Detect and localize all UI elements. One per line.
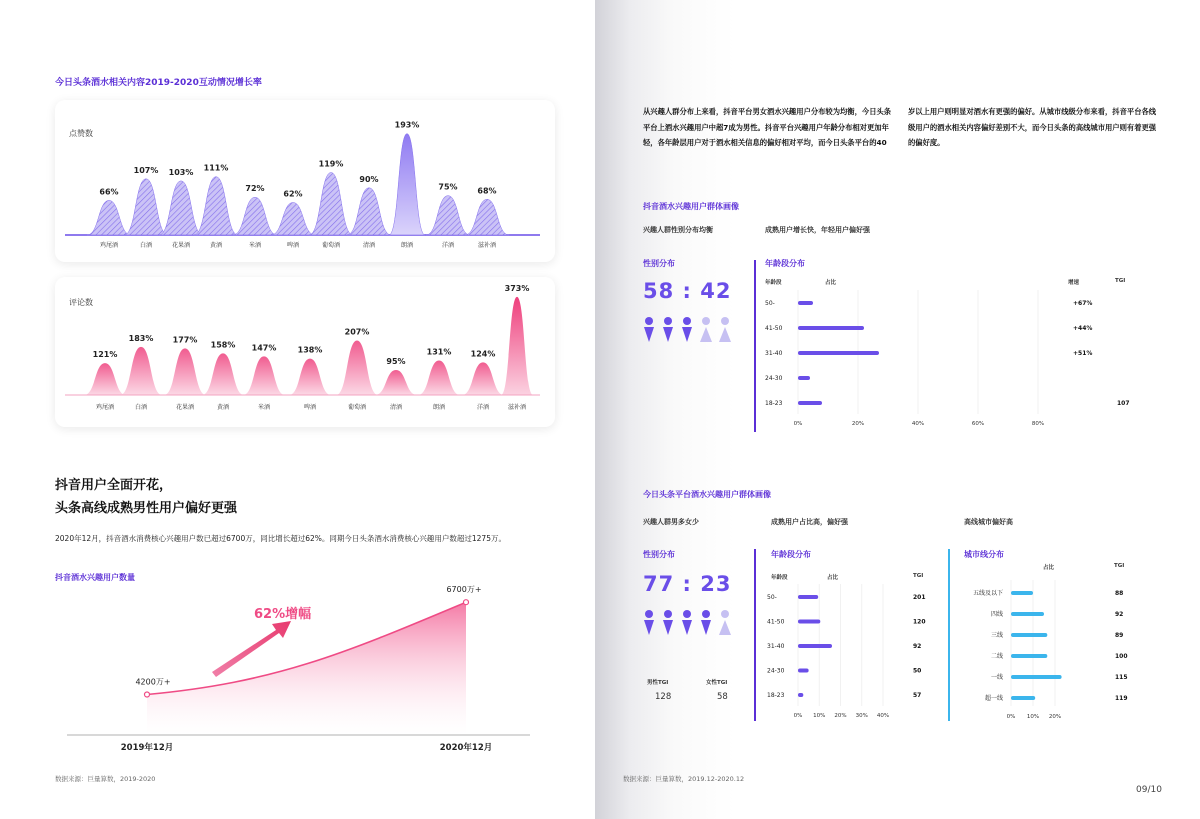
- toutiao-gender-title: 性别分布: [643, 550, 675, 559]
- comments-category-label: 黄酒: [216, 404, 230, 411]
- left-page: [0, 0, 595, 819]
- likes-value-label: 62%: [283, 189, 303, 199]
- comments-chart-label: 评论数: [69, 298, 93, 307]
- toutiao-note-3: 高线城市偏好高: [964, 518, 1013, 526]
- comments-category-label: 鸡尾酒: [95, 404, 115, 411]
- male-person-icon: [663, 327, 673, 342]
- likes-value-label: 107%: [133, 165, 159, 175]
- likes-peak: [426, 196, 470, 235]
- person-head-icon: [702, 610, 710, 618]
- comments-category-label: 滋补酒: [507, 404, 527, 411]
- comments-category-label: 米酒: [257, 404, 271, 411]
- toutiao-col-tgi: TGI: [913, 573, 924, 579]
- likes-value-label: 193%: [394, 120, 420, 130]
- comments-category-label: 白酒: [134, 404, 148, 411]
- likes-peak: [309, 173, 353, 235]
- toutiao-city-tgi: 88: [1115, 590, 1124, 597]
- toutiao-age-x-tick: 0%: [793, 713, 803, 719]
- interaction-growth-title: 今日头条酒水相关内容2019-2020互动情况增长率: [55, 78, 262, 88]
- douyin-age-chart: [765, 290, 1145, 430]
- comments-value-label: 183%: [128, 333, 154, 343]
- toutiao-age-x-tick: 40%: [876, 713, 890, 719]
- comments-category-label: 洋酒: [476, 404, 490, 411]
- likes-peak: [271, 202, 315, 235]
- person-head-icon: [683, 317, 691, 325]
- comments-category-label: 啤酒: [303, 404, 317, 411]
- male-person-icon: [701, 620, 711, 635]
- comments-peak: [418, 361, 460, 395]
- toutiao-city-category: 五线及以下: [972, 590, 1003, 597]
- intro-paragraph-col1: 从兴趣人群分布上来看，抖音平台男女酒水兴趣用户分布较为均衡，今日头条平台上酒水兴趣用户中超7成为男性。抖音平台兴趣用户年龄分布相对更加年轻，各年龄层用户对于酒水相关信息的偏好相对平均，而今日头条平台的40: [643, 107, 892, 147]
- headline-line-2: 头条高线成熟男性用户偏好更强: [55, 501, 238, 516]
- douyin-age-bar: [798, 401, 822, 405]
- comments-category-label: 清酒: [389, 404, 403, 411]
- douyin-x-tick: 0%: [793, 421, 803, 427]
- douyin-note-2: 成熟用户增长快，年轻用户偏好强: [765, 226, 870, 234]
- toutiao-gender-icons: [643, 609, 743, 639]
- douyin-age-category: 41-50: [765, 325, 783, 332]
- toutiao-age-tgi: 92: [913, 643, 922, 650]
- douyin-age-category: 24-30: [765, 375, 783, 382]
- comments-value-label: 95%: [386, 357, 406, 366]
- likes-peak: [159, 181, 203, 235]
- douyin-age-category: 31-40: [765, 350, 783, 357]
- toutiao-age-category: 18-23: [767, 692, 785, 699]
- female-person-icon: [700, 327, 712, 342]
- female-tgi-value: 58: [717, 692, 728, 702]
- toutiao-city-bar: [1011, 654, 1047, 658]
- likes-category-label: 葡萄酒: [321, 242, 341, 249]
- person-head-icon: [645, 610, 653, 618]
- person-head-icon: [702, 317, 710, 325]
- likes-value-label: 103%: [168, 167, 194, 177]
- douyin-x-tick: 80%: [1031, 421, 1045, 427]
- comments-peak: [501, 297, 533, 395]
- likes-peak: [124, 179, 168, 235]
- likes-value-label: 90%: [359, 174, 379, 184]
- growth-annotation: 62%增幅: [254, 607, 312, 622]
- toutiao-city-category: 四线: [990, 611, 1003, 618]
- toutiao-age-divider: [754, 549, 756, 721]
- toutiao-city-bar: [1011, 675, 1062, 679]
- toutiao-city-x-tick: 20%: [1048, 714, 1062, 720]
- likes-value-label: 111%: [203, 163, 229, 173]
- comments-category-label: 葡萄酒: [347, 404, 367, 411]
- douyin-age-category: 50-: [765, 300, 775, 307]
- comments-category-label: 花果酒: [175, 404, 195, 411]
- toutiao-city-bar: [1011, 612, 1044, 616]
- douyin-age-category: 18-23: [765, 400, 783, 407]
- toutiao-city-col-share: 占比: [1043, 565, 1055, 571]
- likes-category-label: 洋酒: [441, 242, 455, 249]
- male-person-icon: [644, 620, 654, 635]
- toutiao-city-divider: [948, 549, 950, 721]
- likes-category-label: 白酒: [139, 242, 153, 249]
- comments-value-label: 177%: [172, 335, 198, 345]
- female-person-icon: [719, 327, 731, 342]
- comments-category-label: 朗酒: [432, 404, 446, 411]
- douyin-gender-title: 性别分布: [643, 259, 675, 268]
- comments-value-label: 147%: [251, 343, 277, 353]
- likes-value-label: 119%: [318, 159, 344, 169]
- toutiao-age-tgi: 201: [913, 594, 926, 601]
- male-person-icon: [682, 620, 692, 635]
- likes-chart-card: [55, 100, 555, 262]
- person-head-icon: [721, 317, 729, 325]
- douyin-profile-title: 抖音酒水兴趣用户群体画像: [643, 202, 739, 211]
- likes-peak: [87, 200, 131, 235]
- comments-peak: [164, 348, 206, 395]
- toutiao-col-share: 占比: [827, 575, 839, 581]
- toutiao-age-category: 50-: [767, 594, 777, 601]
- users-point-start: [145, 692, 150, 697]
- toutiao-col-age: 年龄段: [771, 575, 788, 581]
- toutiao-age-title: 年龄段分布: [771, 550, 811, 559]
- comments-peak: [289, 359, 331, 395]
- likes-value-label: 66%: [99, 187, 119, 197]
- likes-category-label: 啤酒: [286, 242, 300, 249]
- toutiao-city-tgi: 92: [1115, 611, 1124, 618]
- toutiao-age-tgi: 57: [913, 692, 922, 699]
- users-growth-chart: [55, 578, 545, 763]
- likes-category-label: 朗酒: [400, 242, 414, 249]
- toutiao-age-bar: [798, 693, 803, 697]
- toutiao-age-x-tick: 20%: [834, 713, 847, 719]
- likes-category-label: 黄酒: [209, 242, 223, 249]
- users-x-tick: 2019年12月: [120, 743, 174, 753]
- toutiao-profile-title: 今日头条平台酒水兴趣用户群体画像: [643, 490, 771, 499]
- toutiao-city-x-tick: 0%: [1006, 714, 1016, 720]
- comments-value-label: 373%: [504, 283, 530, 293]
- toutiao-city-tgi: 119: [1115, 695, 1128, 702]
- left-source: 数据来源：巨量算数，2019-2020: [55, 775, 156, 783]
- comments-peak: [336, 341, 378, 395]
- douyin-x-tick: 20%: [851, 421, 865, 427]
- male-tgi-value: 128: [655, 692, 672, 702]
- toutiao-city-category: 超一线: [984, 695, 1003, 702]
- douyin-col-age: 年龄段: [765, 280, 782, 286]
- toutiao-age-tgi: 50: [913, 667, 922, 675]
- users-body-text: 2020年12月，抖音酒水消费核心兴趣用户数已超过6700万，同比增长超过62%。同期今日头条酒水消费核心兴趣用户数超过1275万。: [55, 534, 506, 543]
- toutiao-age-category: 31-40: [767, 643, 785, 650]
- users-chart-title: 抖音酒水兴趣用户数量: [55, 573, 135, 582]
- intro-paragraph-col2: 岁以上用户则明显对酒水有更强的偏好。从城市线级分布来看，抖音平台各线级用户的酒水相关内容偏好差别不大，而今日头条的高线城市用户则有着更强的偏好度。: [908, 107, 1157, 147]
- users-point-end: [464, 600, 469, 605]
- toutiao-city-bar: [1011, 633, 1047, 637]
- toutiao-note-1: 兴趣人群男多女少: [643, 518, 699, 526]
- douyin-x-tick: 60%: [971, 421, 985, 427]
- douyin-gender-icons: [643, 316, 743, 348]
- douyin-divider: [754, 260, 756, 432]
- comments-peak: [202, 353, 244, 395]
- toutiao-age-bar: [798, 620, 820, 624]
- toutiao-age-bar: [798, 595, 818, 599]
- users-start-label: 4200万+: [135, 677, 171, 687]
- female-person-icon: [719, 620, 731, 635]
- right-page: [595, 0, 1200, 819]
- person-head-icon: [721, 610, 729, 618]
- douyin-gender-ratio: 58 : 42: [643, 279, 732, 303]
- male-person-icon: [663, 620, 673, 635]
- male-person-icon: [644, 327, 654, 342]
- douyin-col-share: 占比: [825, 280, 837, 286]
- comments-peak: [84, 363, 126, 395]
- male-person-icon: [682, 327, 692, 342]
- douyin-age-title: 年龄段分布: [765, 259, 805, 268]
- toutiao-city-tgi: 115: [1115, 674, 1128, 681]
- comments-value-label: 121%: [92, 350, 118, 360]
- comments-peak: [375, 370, 417, 395]
- toutiao-age-tgi: 120: [913, 618, 926, 626]
- likes-peak: [233, 197, 277, 235]
- person-head-icon: [664, 610, 672, 618]
- toutiao-age-bar: [798, 669, 809, 673]
- toutiao-age-x-tick: 30%: [855, 713, 868, 719]
- toutiao-age-x-tick: 10%: [813, 713, 826, 719]
- toutiao-city-x-tick: 10%: [1026, 714, 1040, 720]
- comments-value-label: 138%: [297, 345, 323, 355]
- toutiao-age-chart: [765, 584, 940, 724]
- likes-category-label: 鸡尾酒: [99, 242, 119, 249]
- douyin-col-growth: 增速: [1068, 280, 1080, 286]
- douyin-age-bar: [798, 351, 879, 355]
- person-head-icon: [645, 317, 653, 325]
- douyin-age-bar: [798, 376, 810, 380]
- douyin-note-1: 兴趣人群性别分布均衡: [643, 226, 713, 234]
- person-head-icon: [664, 317, 672, 325]
- likes-value-label: 68%: [477, 186, 497, 196]
- likes-peak: [389, 134, 425, 235]
- headline-line-1: 抖音用户全面开花，: [55, 478, 173, 493]
- male-tgi-label: 男性TGI: [647, 680, 669, 686]
- comments-value-label: 124%: [470, 349, 496, 359]
- users-end-label: 6700万+: [446, 585, 482, 595]
- likes-peak: [194, 177, 238, 235]
- douyin-growth-value: +44%: [1073, 325, 1093, 332]
- growth-arrow-icon: [212, 621, 291, 677]
- comments-chart-card: [55, 277, 555, 427]
- toutiao-city-chart: [955, 580, 1155, 720]
- comments-peak: [243, 356, 285, 395]
- douyin-age-bar: [798, 301, 813, 305]
- toutiao-city-bar: [1011, 591, 1033, 595]
- douyin-col-tgi: TGI: [1115, 278, 1126, 284]
- toutiao-city-category: 三线: [990, 632, 1003, 639]
- toutiao-age-bar: [798, 644, 832, 648]
- person-head-icon: [683, 610, 691, 618]
- likes-value-label: 75%: [438, 182, 458, 192]
- right-source: 数据来源：巨量算数，2019.12-2020.12: [623, 775, 745, 783]
- likes-category-label: 花果酒: [171, 242, 191, 249]
- toutiao-city-tgi: 100: [1115, 653, 1128, 660]
- comments-growth-chart: [55, 277, 555, 427]
- toutiao-city-tgi: 89: [1115, 632, 1124, 639]
- likes-category-label: 清酒: [362, 242, 376, 249]
- toutiao-city-bar: [1011, 696, 1035, 700]
- page-number: 09/10: [1136, 785, 1162, 795]
- likes-value-label: 72%: [245, 184, 265, 194]
- female-tgi-label: 女性TGI: [706, 680, 728, 686]
- toutiao-age-category: 24-30: [767, 667, 785, 675]
- likes-peak: [465, 199, 509, 235]
- toutiao-city-title: 城市线分布: [964, 550, 1004, 559]
- toutiao-city-col-tgi: TGI: [1114, 563, 1125, 569]
- likes-chart-label: 点赞数: [69, 129, 93, 138]
- likes-peak: [347, 188, 391, 235]
- douyin-age-bar: [798, 326, 864, 330]
- likes-growth-chart: [55, 100, 555, 262]
- douyin-growth-value: +67%: [1073, 300, 1093, 307]
- douyin-tgi-value: 107: [1117, 400, 1130, 407]
- douyin-growth-value: +51%: [1073, 350, 1093, 357]
- toutiao-city-category: 一线: [990, 674, 1003, 681]
- toutiao-gender-ratio: 77 : 23: [643, 572, 732, 596]
- likes-category-label: 滋补酒: [477, 242, 497, 249]
- users-x-tick: 2020年12月: [439, 743, 493, 753]
- comments-peak: [462, 362, 504, 395]
- likes-category-label: 米酒: [248, 242, 262, 249]
- toutiao-city-category: 二线: [990, 653, 1003, 660]
- comments-value-label: 207%: [344, 327, 370, 337]
- comments-value-label: 131%: [426, 347, 452, 357]
- comments-value-label: 158%: [210, 340, 236, 350]
- toutiao-age-category: 41-50: [767, 618, 785, 626]
- toutiao-note-2: 成熟用户占比高，偏好强: [771, 518, 848, 526]
- douyin-x-tick: 40%: [911, 421, 925, 427]
- comments-peak: [120, 347, 162, 395]
